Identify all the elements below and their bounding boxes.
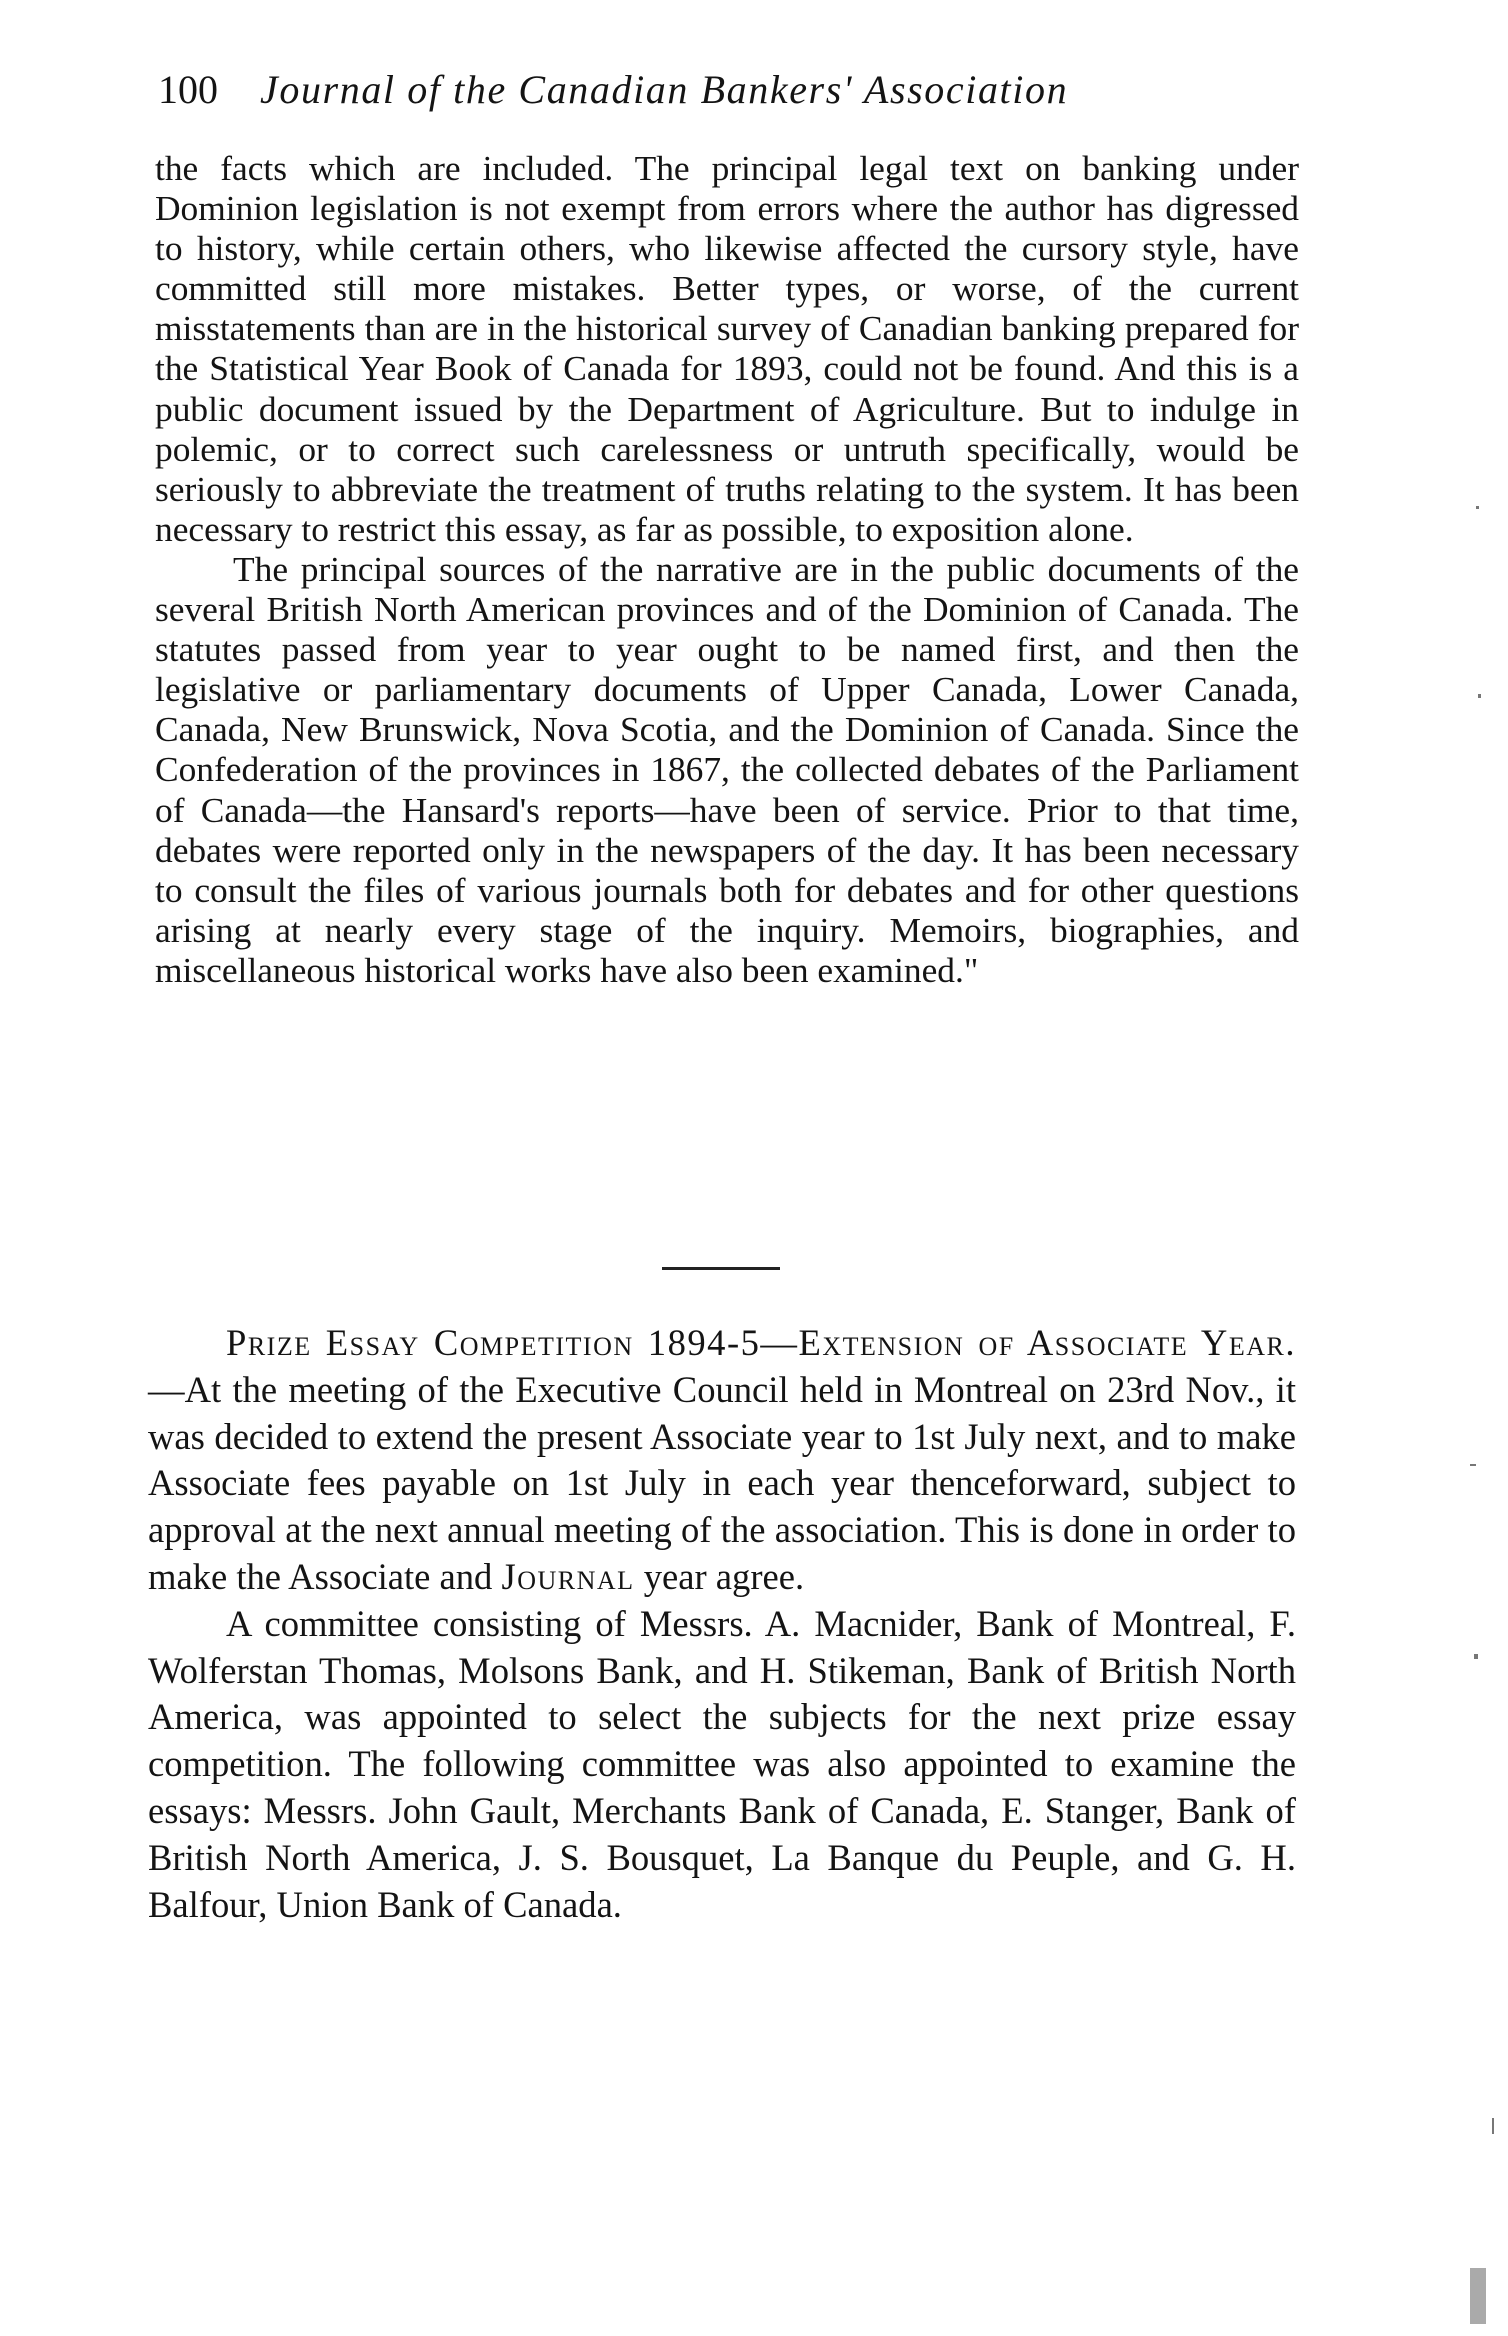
margin-speck [1492,2118,1494,2134]
notice-paragraph-1-end: year agree. [634,1555,805,1597]
journal-word: Journal [501,1555,635,1597]
notice-paragraph-1-text: —At the meeting of the Executive Council held in Montreal on 23rd Nov., it was decided to extend the present Associate year to 1st July next, and to make Associate fees payable on 1st July in each year thenceforward, subject to approval at the next annual meeting of the association. This is done in order to make the Associate and [148,1368,1296,1597]
margin-speck [1470,1464,1476,1466]
notice-paragraph-1 [148,1320,1296,1601]
page-number: 100 [158,67,218,112]
quoted-paragraph-2: The principal sources of the narrative are in the public documents of the several British North American provinces and of the Dominion of Canada. The statutes passed from year to year ought to be named first, and then the legislative or parliamentary documents of Upper Canada, Lower Canada, Canada, New Brunswick, Nova Scotia, and the Dominion of Canada. Since the Confederation of the provinces in 1867, the collected debates of the Parliament of Canada—the Hansard's reports—have been of service. Prior to that time, debates were reported only in the newspapers of the day. It has been necessary to consult the files of various journals both for debates and for other questions arising at nearly every stage of the inquiry. Memoirs, biographies, and miscellaneous historical works have also been examined." [155,548,1299,990]
notice-paragraph-2: A committee consisting of Messrs. A. Macnider, Bank of Montreal, F. Wolferstan Thomas, Molsons Bank, and H. Stikeman, Bank of British North America, was appointed to select the subjects for the next prize essay competition. The following committee was also appointed to examine the essays: Messrs. John Gault, Merchants Bank of Canada, E. Stanger, Bank of British North America, J. S. Bousquet, La Banque du Peuple, and G. H. Balfour, Union Bank of Canada. [148,1602,1296,1925]
edge-smudge [1470,2268,1486,2324]
margin-speck [1476,506,1479,509]
margin-speck [1474,1654,1478,1659]
prize-essay-notice [148,1320,1296,1928]
quoted-paragraph-1: the facts which are included. The principal legal text on banking under Dominion legislation is not exempt from errors where the author has digressed to history, while certain others, who likewise affected the cursory style, have committed still more mistakes. Better types, or worse, of the current misstatements than are in the historical survey of Canadian banking prepared for the Statistical Year Book of Canada for 1893, could not be found. And this is a public document issued by the Department of Agriculture. But to indulge in polemic, or to correct such carelessness or untruth specifically, would be seriously to abbreviate the treatment of truths relating to the system. It has been necessary to restrict this essay, as far as possible, to exposition alone. [155,148,1299,549]
section-divider [662,1267,780,1270]
journal-title: Journal of the Canadian Bankers' Association [260,67,1069,112]
quoted-passage [155,148,1299,990]
running-head [158,60,1358,120]
margin-speck [1478,694,1481,698]
notice-heading: Prize Essay Competition 1894-5—Extension of Associate Year. [226,1322,1296,1363]
